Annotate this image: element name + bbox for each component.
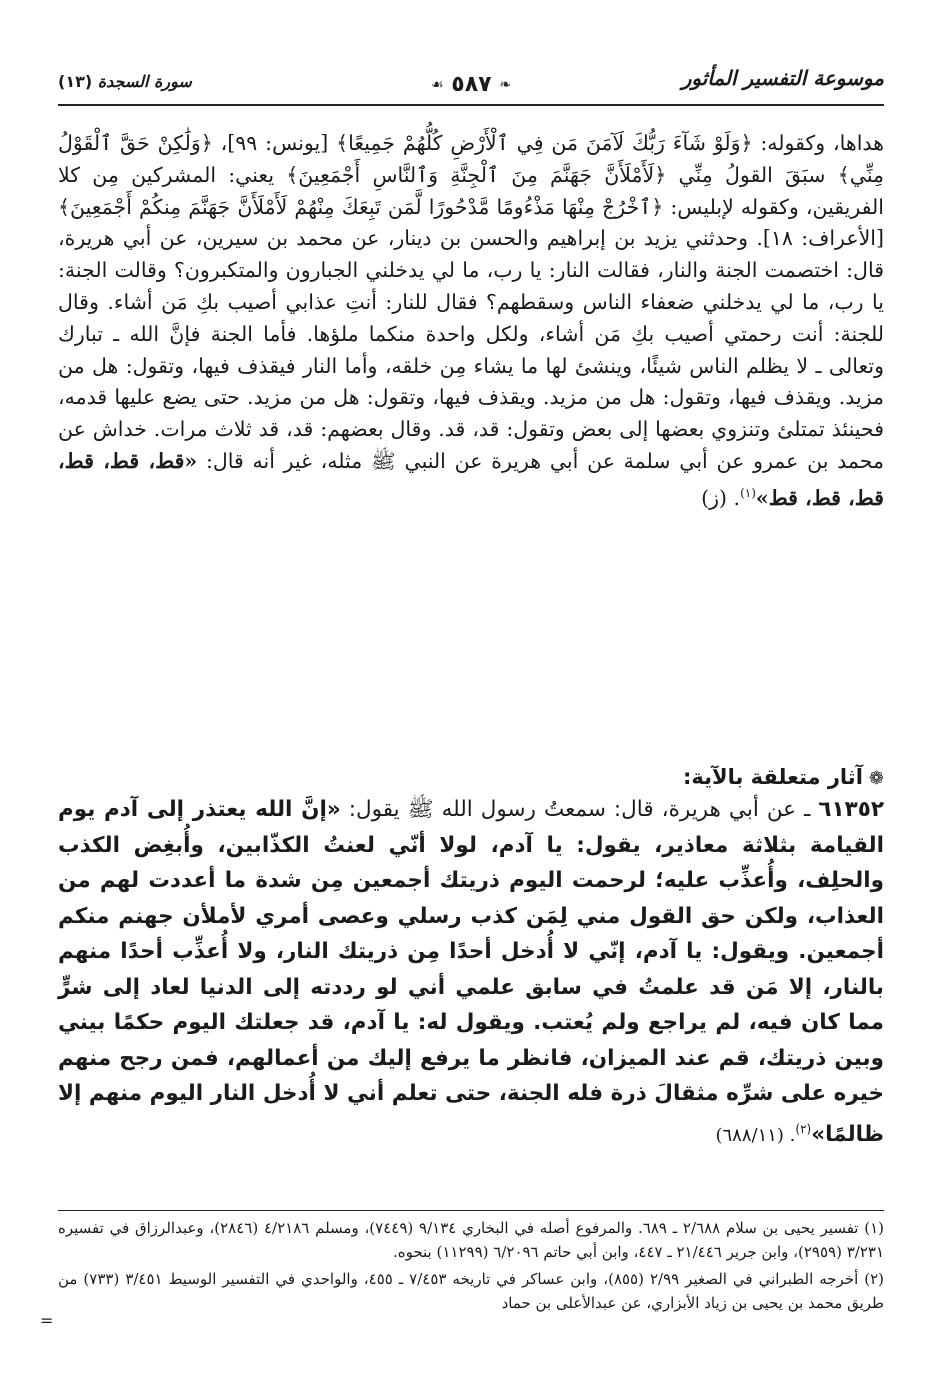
ayah-reference: (١٣) (58, 72, 93, 91)
book-title: موسوعة التفسير المأثور (681, 66, 884, 90)
text-segment: هداها، وكقوله: (752, 131, 884, 155)
hadith-source: . (٦٨٨/١١) (715, 1124, 796, 1146)
flower-ornament-icon: ❁ (868, 768, 884, 789)
quran-verse: ﴿ٱخْرُجْ مِنْهَا مَذْءُومًا مَّدْحُورًا لَّمَن تَبِعَكَ مِنْهُمْ لَأَمْلَأَنَّ جَهَنَّمَ مِنكُمْ أَجْمَعِينَ﴾ (58, 194, 664, 219)
sura-name: سورة السجدة (97, 72, 192, 91)
footnote-1: (١) تفسير يحيى بن سلام ٢/٦٨٨ ـ ٦٨٩. والمرفوع أصله في البخاري ٩/١٣٤ (٧٤٤٩)، ومسلم ٤/٢١٨٦ (٢٨٤٦)، وعبدالرزاق في تفسيره ٣/٢٣١ (٢٩٥٩)، وابن جرير ٢١/٤٤٦ ـ ٤٤٧، وابن أبي حاتم ٦/٢٠٩٦ (١١٢٩٩) بنحوه. (58, 1219, 885, 1262)
main-paragraph (58, 128, 884, 514)
section-heading (683, 765, 884, 789)
footnote-marker: (١) (740, 485, 756, 500)
hadith-number: ٦١٣٥٢ (818, 797, 884, 822)
emphasis-text: «قط، قط، قط، قط، قط، قط» (58, 448, 884, 510)
hadith-intro: ـ عن أبي هريرة، قال: سمعتُ رسول الله ﷺ يقول: (340, 797, 819, 822)
page-header (58, 62, 884, 106)
text-segment: . (ز) (701, 485, 741, 510)
text-segment: [الأعراف: ١٨]. وحدثني يزيد بن إبراهيم والحسن بن دينار، عن محمد بن سيرين، عن أبي هريرة، قال: اختصمت الجنة والنار، فقالت النار: يا رب، ما لي يدخلني الجبارون والمتكبرون؟ وقالت الجنة: يا رب، ما لي يدخلني ضعفاء الناس وسقطهم؟ فقال للنار: أنتِ عذابي أصيب بكِ مَن أشاء. وقال للجنة: أنت رحمتي أصيب بكِ مَن أشاء، ولكل واحدة منكما ملؤها. فأما الجنة فإنَّ الله ـ تبارك وتعالى ـ لا يظلم الناس شيئًا، وينشئ لها ما يشاء مِن خلقه، وأما النار فيقذف فيها، وتقول: هل من مزيد. ويقذف فيها، وتقول: هل من مزيد. ويقذف فيها، وتقول: هل من مزيد. حتى يضع عليها قدمه، فحينئذ تمتلئ وتنزوي بعضها إلى بعض وتقول: قد، قد. وقال بعضهم: قد، قد ثلاث مرات. خداش عن محمد بن عمرو عن أبي سلمة عن أبي هريرة عن النبي ﷺ مثله، غير أنه قال: (58, 226, 884, 473)
text-segment: يعني: المشركين مِن كلا الفريقين، وكقوله لإبليس: (58, 162, 884, 219)
page-number-block (431, 72, 511, 97)
page (40, 58, 885, 1338)
hadith-text: «إنَّ الله يعتذر إلى آدم يوم القيامة بثلاثة معاذير، يقول: يا آدم، لولا أنّي لعنتُ الكذّابين، وأُبغِض الكذب والحلِف، وأُعذِّب عليه؛ لرحمت اليوم ذريتك أجمعين مِن شدة ما أعددت لهم من العذاب، ولكن حق القول مني لِمَن كذب رسلي وعصى أمري لأملأن جهنم منكم أجمعين. ويقول: يا آدم، إنّي لا أُدخل أحدًا مِن ذريتك النار، ولا أُعذِّب أحدًا منهم بالنار، إلا مَن قد علمتُ في سابق علمي أني لو رددته إلى الدنيا لعاد إلى شرٍّ مما كان فيه، لم يراجع ولم يُعتب. ويقول له: يا آدم، قد جعلتك اليوم حكمًا بيني وبين ذريتك، قم عند الميزان، فانظر ما يرفع إليك من أعمالهم، فمن رجح منهم خيره على شرِّه مثقالَ ذرة فله الجنة، حتى تعلم أني لا أُدخل النار اليوم منهم إلا ظالمًا» (58, 797, 884, 1147)
section-heading-text: آثار متعلقة بالآية: (682, 765, 863, 789)
header-rule (58, 104, 884, 106)
page-number: ٥٨٧ (451, 72, 492, 97)
footnote-marker: (٢) (795, 1121, 812, 1136)
text-segment: [يونس: ٩٩]، (212, 131, 337, 155)
continuation-mark: = (40, 1311, 54, 1330)
sura-reference (58, 72, 192, 91)
quran-verse: ﴿لَأَمْلَأَنَّ جَهَنَّمَ مِنَ ٱلْجِنَّةِ وَٱلنَّاسِ أَجْمَعِينَ﴾ (286, 162, 667, 187)
ornament-left-icon: ❧ (499, 77, 511, 93)
hadith-paragraph (58, 792, 884, 1153)
ornament-right-icon: ☙ (431, 77, 444, 93)
quran-verse: ﴿وَلَٰكِنْ حَقَّ ٱلْقَوْلُ مِنِّي﴾ (58, 131, 884, 187)
footnote-2: (٢) أخرجه الطبراني في الصغير ٢/٩٩ (٨٥٥)، وابن عساكر في تاريخه ٧/٤٥٣ ـ ٤٥٥، والواحدي في التفسير الوسيط ٣/٤٥١ (٧٣٣) من طريق محمد بن يحيى بن زياد الأبزاري، عن عبدالأعلى بن حماد (58, 1269, 885, 1313)
footnotes (58, 1216, 884, 1318)
quran-verse: ﴿وَلَوْ شَآءَ رَبُّكَ لَآمَنَ مَن فِي ٱلْأَرْضِ كُلُّهُمْ جَمِيعًا﴾ (336, 131, 753, 155)
footnote-rule (58, 1210, 884, 1211)
text-segment: سبَقَ القولُ مِنِّي (666, 162, 838, 187)
